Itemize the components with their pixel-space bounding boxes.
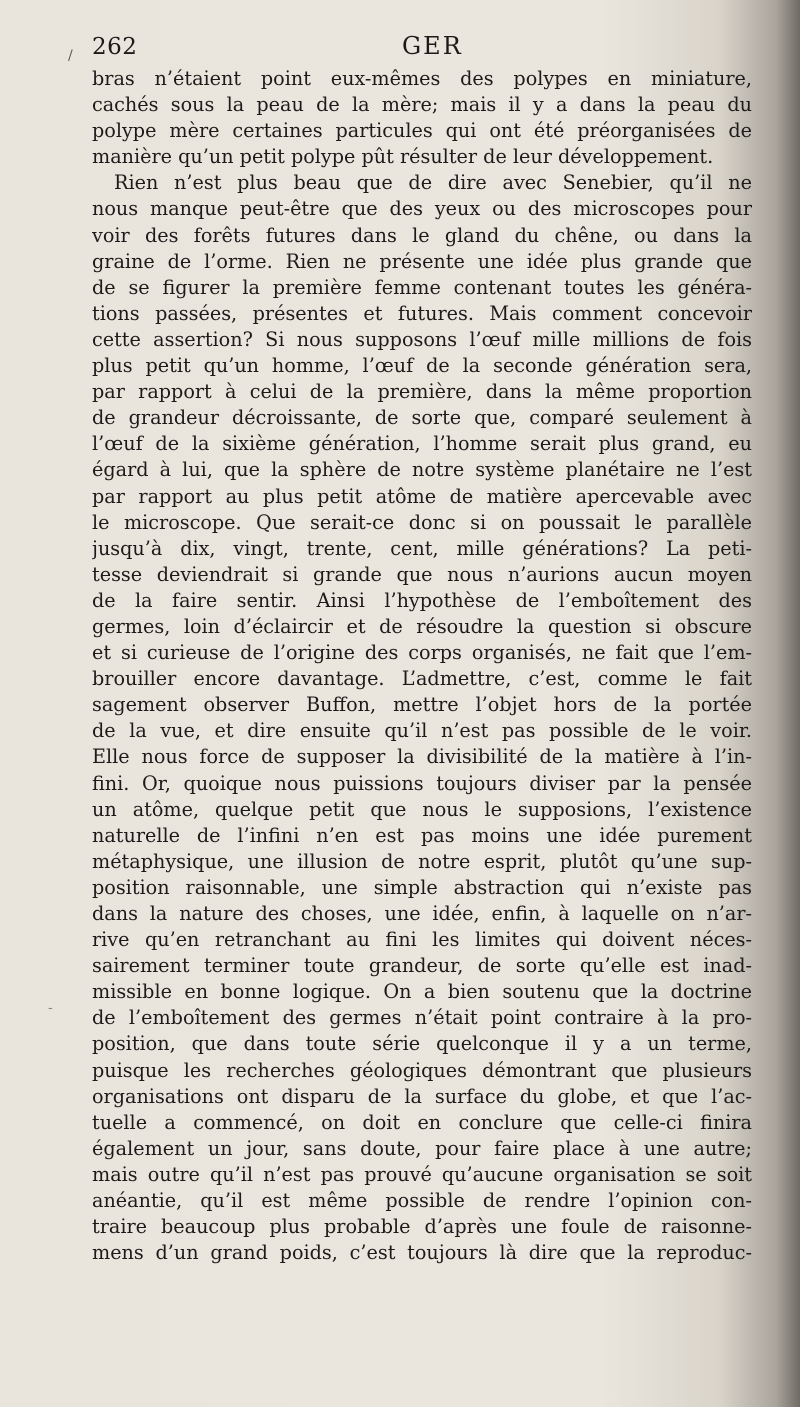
- text-line: nous manque peut-être que des yeux ou des microscopes pour: [92, 197, 752, 221]
- text-line: tions passées, présentes et futures. Mais comment concevoir: [92, 301, 752, 325]
- text-line: l’œuf de la sixième génération, l’homme serait plus grand, eu: [92, 432, 752, 456]
- text-line: Rien n’est plus beau que de dire avec Senebier, qu’il ne: [114, 171, 752, 195]
- text-line: voir des forêts futures dans le gland du chêne, ou dans la: [92, 223, 752, 247]
- text-line: traire beaucoup plus probable d’après une foule de raisonne-: [92, 1215, 752, 1239]
- text-line: position, que dans toute série quelconque il y a un terme,: [92, 1032, 752, 1056]
- text-line: brouiller encore davantage. L’admettre, c’est, comme le fait: [92, 667, 752, 691]
- text-line: de se figurer la première femme contenant toutes les généra-: [92, 275, 752, 299]
- running-head: GER: [402, 32, 463, 60]
- text-line: dans la nature des choses, une idée, enfin, à laquelle on n’ar-: [92, 902, 752, 925]
- text-line: par rapport au plus petit atôme de matière apercevable avec: [92, 484, 752, 508]
- text-line: anéantie, qu’il est même possible de rendre l’opinion con-: [92, 1189, 752, 1213]
- text-line: plus petit qu’un homme, l’œuf de la seconde génération sera,: [92, 354, 752, 378]
- text-line: par rapport à celui de la première, dans la même proportion: [92, 380, 752, 404]
- page-header: [92, 28, 752, 68]
- text-line: de la faire sentir. Ainsi l’hypothèse de l’emboîtement des: [92, 588, 752, 612]
- text-line: également un jour, sans doute, pour faire place à une autre;: [92, 1136, 752, 1160]
- text-line: organisations ont disparu de la surface du globe, et que l’ac-: [92, 1084, 752, 1108]
- margin-mark: -: [48, 1000, 53, 1016]
- text-line: graine de l’orme. Rien ne présente une idée plus grande que: [92, 249, 752, 273]
- text-line: rive qu’en retranchant au fini les limites qui doivent néces-: [92, 928, 752, 952]
- text-line: position raisonnable, une simple abstraction qui n’existe pas: [92, 875, 752, 899]
- margin-mark: /: [68, 48, 73, 64]
- text-line: mens d’un grand poids, c’est toujours là dire que la reproduc-: [92, 1241, 752, 1265]
- body-text: [92, 66, 752, 1266]
- text-line: le microscope. Que serait-ce donc si on poussait le parallèle: [92, 510, 752, 534]
- text-line: polype mère certaines particules qui ont été préorganisées de: [92, 119, 752, 143]
- text-line: tuelle a commencé, on doit en conclure que celle-ci finira: [92, 1110, 752, 1134]
- text-line: métaphysique, une illusion de notre esprit, plutôt qu’une sup-: [92, 849, 752, 873]
- text-line: et si curieuse de l’origine des corps organisés, ne fait que l’em-: [92, 641, 752, 665]
- text-line: sagement observer Buffon, mettre l’objet hors de la portée: [92, 693, 752, 717]
- text-line: sairement terminer toute grandeur, de sorte qu’elle est inad-: [92, 954, 752, 978]
- text-line: missible en bonne logique. On a bien soutenu que la doctrine: [92, 980, 752, 1004]
- text-line: de grandeur décroissante, de sorte que, comparé seulement à: [92, 406, 752, 430]
- text-line: de la vue, et dire ensuite qu’il n’est pas possible de le voir.: [92, 719, 752, 743]
- text-line: manière qu’un petit polype pût résulter de leur développement.: [92, 145, 714, 169]
- text-line: jusqu’à dix, vingt, trente, cent, mille générations? La peti-: [92, 536, 752, 560]
- text-line: germes, loin d’éclaircir et de résoudre la question si obscure: [92, 614, 752, 638]
- text-line: Elle nous force de supposer la divisibilité de la matière à l’in-: [92, 745, 752, 769]
- text-line: puisque les recherches géologiques démontrant que plusieurs: [92, 1058, 752, 1082]
- text-line: un atôme, quelque petit que nous le supposions, l’existence: [92, 797, 752, 821]
- text-line: cette assertion? Si nous supposons l’œuf mille millions de fois: [92, 327, 752, 351]
- text-line: mais outre qu’il n’est pas prouvé qu’aucune organisation se soit: [92, 1162, 752, 1186]
- text-line: tesse deviendrait si grande que nous n’aurions aucun moyen: [92, 562, 752, 586]
- text-line: naturelle de l’infini n’en est pas moins une idée purement: [92, 823, 752, 847]
- text-line: fini. Or, quoique nous puissions toujours diviser par la pensée: [92, 771, 752, 795]
- page-number: 262: [92, 34, 138, 60]
- text-line: bras n’étaient point eux-mêmes des polypes en miniature,: [92, 67, 752, 90]
- text-line: égard à lui, que la sphère de notre système planétaire ne l’est: [92, 458, 752, 482]
- text-line: de l’emboîtement des germes n’était point contraire à la pro-: [92, 1006, 752, 1030]
- text-line: cachés sous la peau de la mère; mais il y a dans la peau du: [92, 93, 752, 117]
